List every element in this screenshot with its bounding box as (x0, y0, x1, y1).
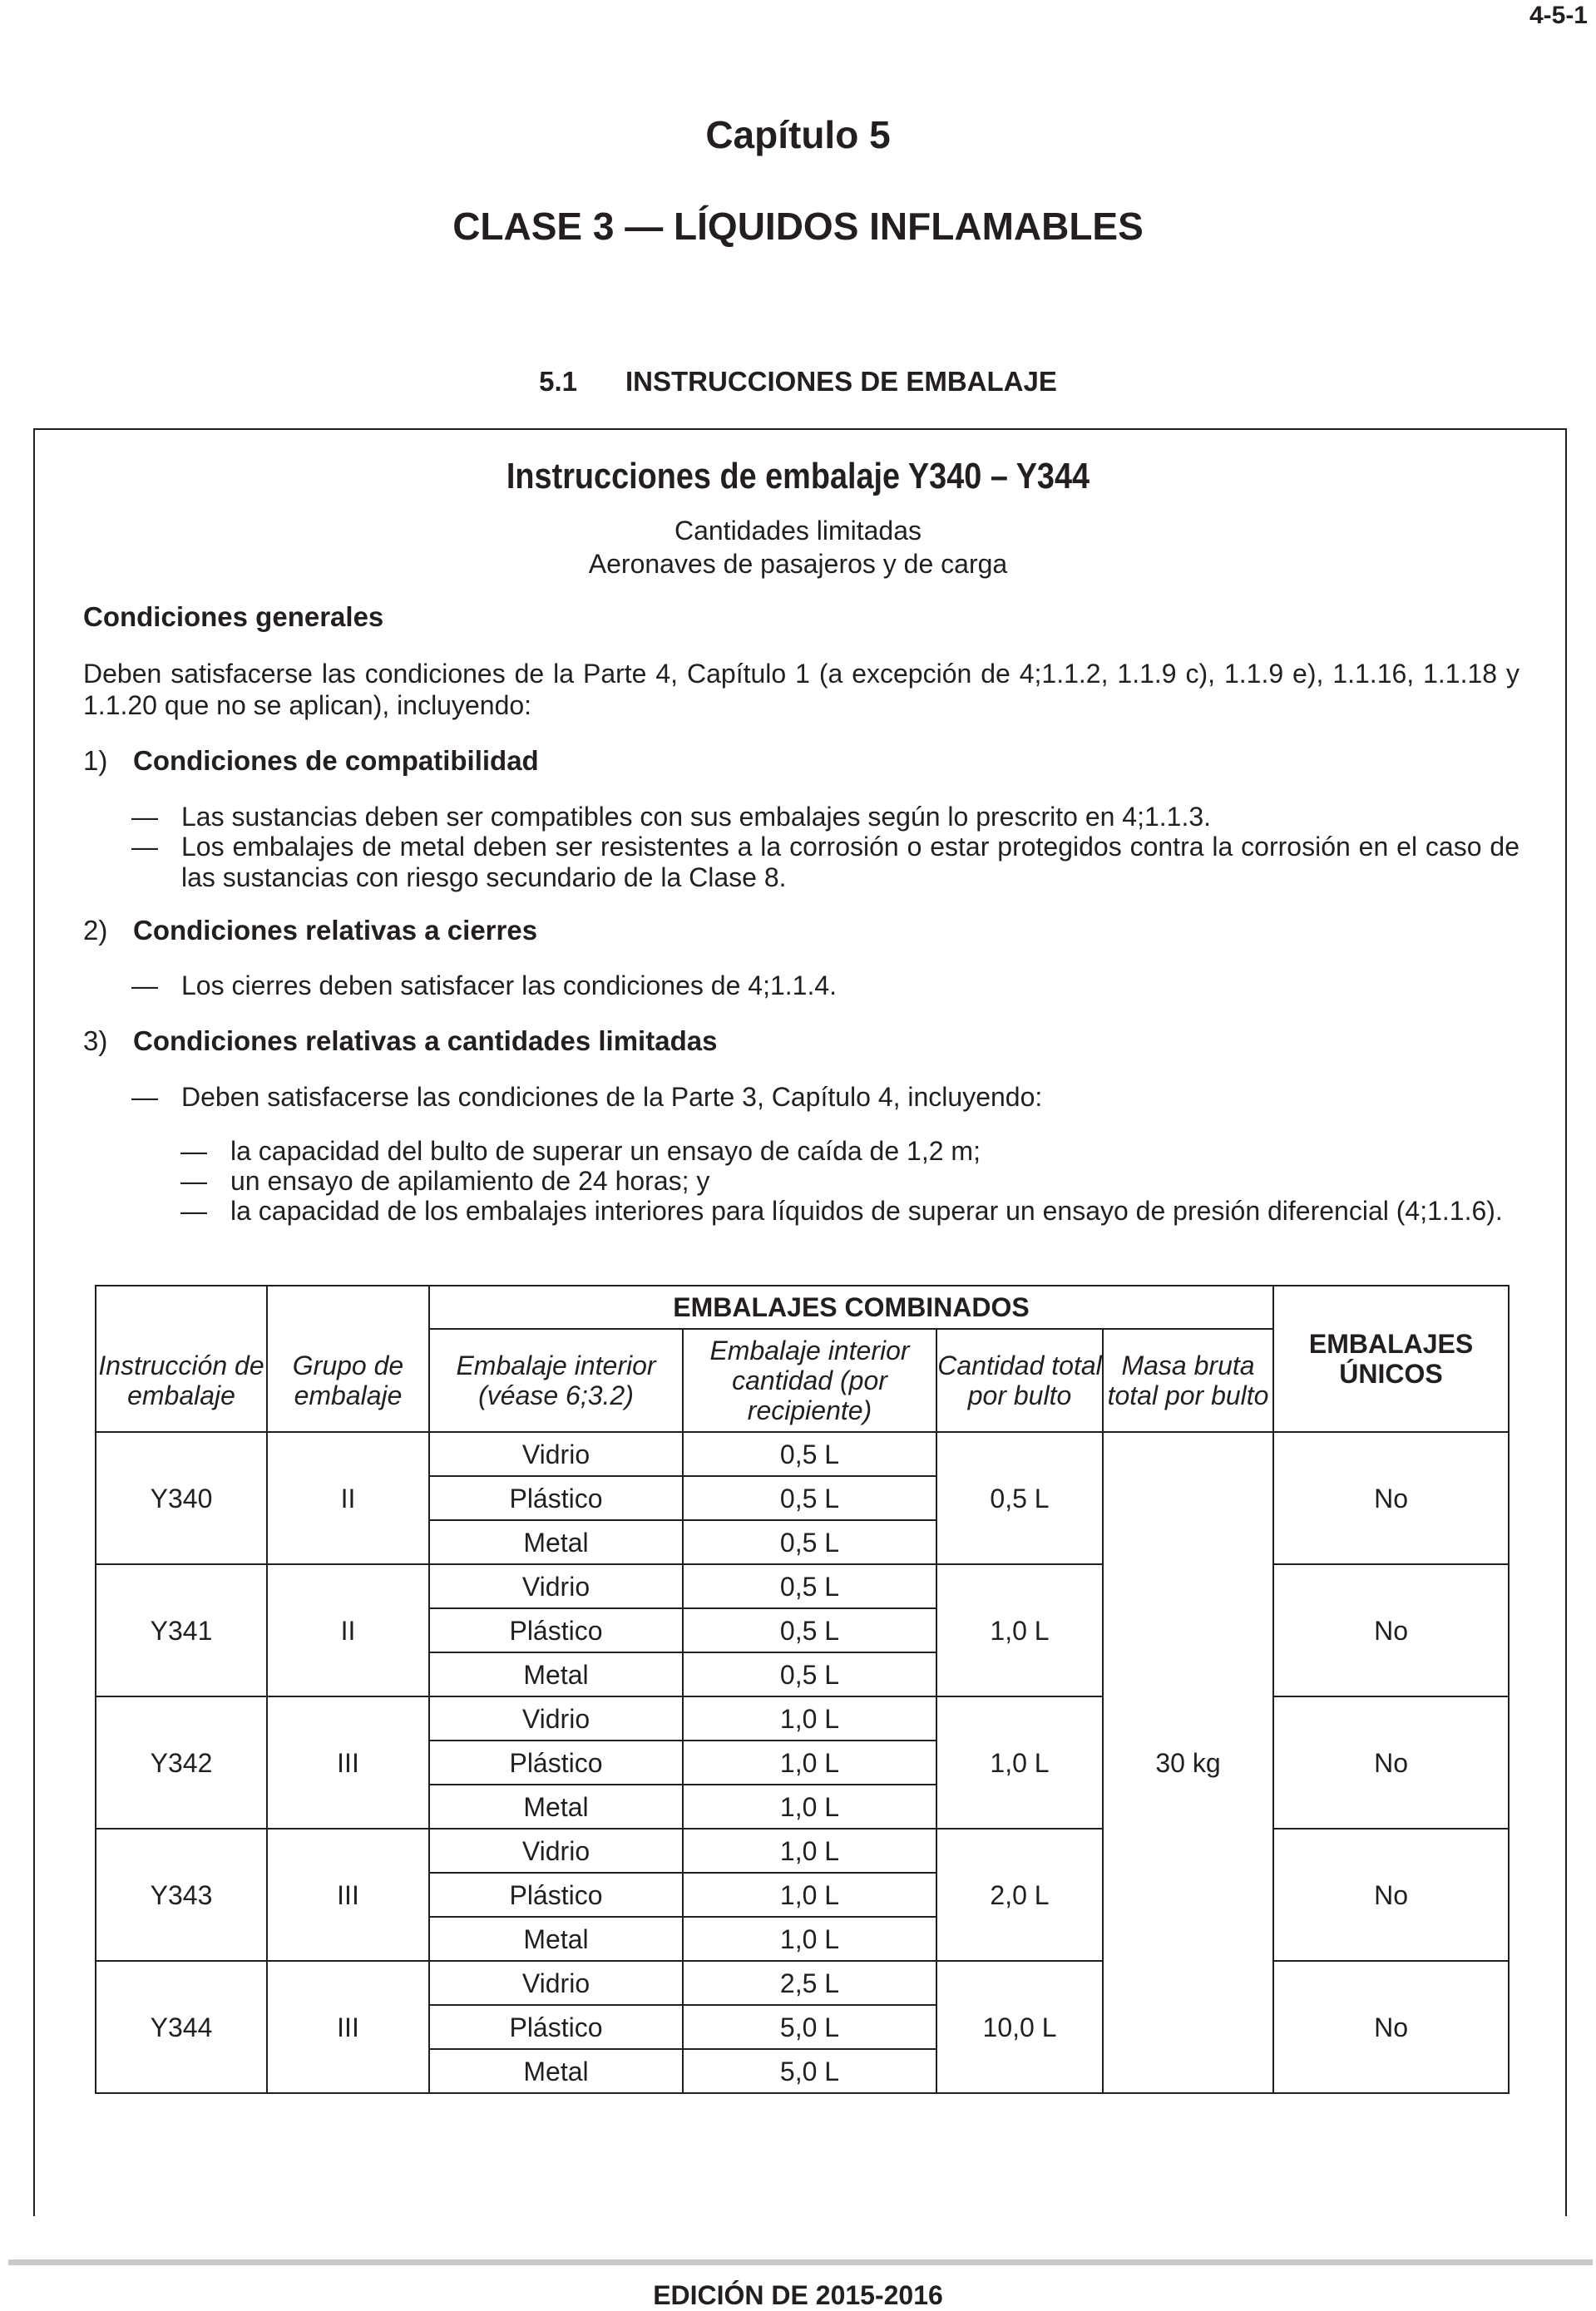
inner-qty: 0,5 L (683, 1476, 936, 1520)
section-3-title: Condiciones relativas a cantidades limitadas (133, 1025, 718, 1056)
single-packaging: No (1273, 1432, 1509, 1564)
combined-packagings-header: EMBALAJES COMBINADOS (429, 1286, 1273, 1329)
single-packaging: No (1273, 1564, 1509, 1696)
class-title: CLASE 3 — LÍQUIDOS INFLAMABLES (452, 205, 1144, 248)
page-number: 4-5-1 (1529, 2, 1588, 29)
inner-type: Plástico (429, 1741, 683, 1785)
inner-qty: 1,0 L (683, 1696, 936, 1741)
section-3-subitem-1 (180, 1136, 1519, 1167)
section-2-title: Condiciones relativas a cierres (133, 915, 538, 946)
packing-instruction-subtitle-1: Cantidades limitadas (674, 516, 922, 546)
item-text: la capacidad del bulto de superar un ensayo de caída de 1,2 m; (230, 1136, 981, 1166)
packing-group: III (267, 1696, 429, 1829)
footer-rule (8, 2259, 1593, 2265)
section-2-number: 2) (83, 915, 108, 946)
packing-group: II (267, 1564, 429, 1696)
inner-type: Metal (429, 1785, 683, 1829)
single-packagings-header: EMBALAJES ÚNICOS (1273, 1286, 1509, 1432)
table-row (96, 1432, 1509, 1476)
item-text: Deben satisfacerse las condiciones de la Parte 3, Capítulo 4, incluyendo: (181, 1082, 1043, 1112)
instruction-id: Y340 (96, 1432, 267, 1564)
dash: — (131, 802, 158, 832)
section-1-title: Condiciones de compatibilidad (133, 745, 539, 776)
single-packaging: No (1273, 1961, 1509, 2093)
packing-instruction-title: Instrucciones de embalaje Y340 – Y344 (506, 456, 1090, 496)
header-inner-packaging: Embalaje interior (véase 6;3.2) (429, 1329, 683, 1432)
header-instruction: Instrucción de embalaje (96, 1329, 267, 1432)
frame-top-border (33, 428, 1567, 430)
inner-qty: 5,0 L (683, 2049, 936, 2093)
general-conditions-heading: Condiciones generales (83, 601, 384, 632)
packing-group: II (267, 1432, 429, 1564)
inner-type: Vidrio (429, 1829, 683, 1873)
inner-type: Metal (429, 2049, 683, 2093)
instruction-id: Y341 (96, 1564, 267, 1696)
packing-group: III (267, 1829, 429, 1961)
section-3-subitem-3 (180, 1196, 1519, 1227)
inner-type: Metal (429, 1652, 683, 1696)
inner-type: Metal (429, 1917, 683, 1961)
header-total-quantity: Cantidad total por bulto (936, 1329, 1103, 1432)
inner-type: Plástico (429, 1476, 683, 1520)
instruction-id: Y344 (96, 1961, 267, 2093)
header-gross-mass: Masa bruta total por bulto (1103, 1329, 1273, 1432)
section-heading (0, 366, 1596, 398)
dash: — (180, 1196, 207, 1226)
inner-type: Vidrio (429, 1696, 683, 1741)
item-text: Los cierres deben satisfacer las condiciones de 4;1.1.4. (181, 970, 838, 1000)
item-text: Los embalajes de metal deben ser resistentes a la corrosión o estar protegidos contra la corrosión en el caso de las sustancias con riesgo secundario de la Clase 8. (181, 832, 1519, 892)
total-quantity: 2,0 L (936, 1829, 1103, 1961)
section-3-item-1 (131, 1082, 1519, 1113)
gross-mass: 30 kg (1103, 1432, 1273, 2093)
inner-qty: 0,5 L (683, 1432, 936, 1476)
inner-type: Vidrio (429, 1432, 683, 1476)
section-2-item-1 (131, 970, 1519, 1001)
item-text: Las sustancias deben ser compatibles con sus embalajes según lo prescrito en 4;1.1.3. (181, 802, 1212, 832)
inner-type: Plástico (429, 2005, 683, 2049)
instruction-id: Y343 (96, 1829, 267, 1961)
header-packing-group: Grupo de embalaje (267, 1329, 429, 1432)
table-row (96, 1961, 1509, 2005)
inner-type: Vidrio (429, 1961, 683, 2005)
section-3-number: 3) (83, 1025, 108, 1056)
section-title: INSTRUCCIONES DE EMBALAJE (625, 366, 1057, 397)
section-1-item-2 (131, 832, 1519, 893)
inner-type: Plástico (429, 1608, 683, 1652)
single-packaging: No (1273, 1696, 1509, 1829)
section-3-subitem-2 (180, 1166, 1519, 1197)
dash: — (131, 832, 158, 862)
total-quantity: 1,0 L (936, 1696, 1103, 1829)
inner-qty: 0,5 L (683, 1564, 936, 1608)
section-1-item-1 (131, 802, 1519, 832)
table-row (96, 1564, 1509, 1608)
table-row (96, 1829, 1509, 1873)
inner-qty: 5,0 L (683, 2005, 936, 2049)
inner-qty: 1,0 L (683, 1873, 936, 1917)
general-conditions-intro: Deben satisfacerse las condiciones de la Parte 4, Capítulo 1 (a excepción de 4;1.1.2, 1.1.9 c), 1.1.9 e), 1.1.16, 1.1.18 y 1.1.20 que no se aplican), incluyendo: (83, 659, 1519, 720)
frame-right-border (1565, 428, 1567, 2216)
single-packaging: No (1273, 1829, 1509, 1961)
packing-table (95, 1285, 1510, 2094)
dash: — (180, 1166, 207, 1196)
inner-qty: 2,5 L (683, 1961, 936, 2005)
section-number: 5.1 (539, 366, 577, 397)
edition-footer: EDICIÓN DE 2015-2016 (653, 2280, 943, 2310)
inner-qty: 0,5 L (683, 1608, 936, 1652)
inner-qty: 0,5 L (683, 1520, 936, 1564)
total-quantity: 0,5 L (936, 1432, 1103, 1564)
dash: — (131, 1082, 158, 1112)
total-quantity: 10,0 L (936, 1961, 1103, 2093)
inner-type: Vidrio (429, 1564, 683, 1608)
section-1-number: 1) (83, 745, 108, 776)
chapter-title: Capítulo 5 (705, 113, 891, 156)
inner-qty: 1,0 L (683, 1741, 936, 1785)
inner-qty: 1,0 L (683, 1829, 936, 1873)
packing-group: III (267, 1961, 429, 2093)
instruction-id: Y342 (96, 1696, 267, 1829)
total-quantity: 1,0 L (936, 1564, 1103, 1696)
packing-instruction-subtitle-2: Aeronaves de pasajeros y de carga (588, 549, 1008, 579)
dash: — (180, 1136, 207, 1166)
dash: — (131, 970, 158, 1000)
header-inner-quantity: Embalaje interior cantidad (por recipiente) (683, 1329, 936, 1432)
inner-type: Plástico (429, 1873, 683, 1917)
inner-qty: 1,0 L (683, 1917, 936, 1961)
inner-type: Metal (429, 1520, 683, 1564)
inner-qty: 0,5 L (683, 1652, 936, 1696)
inner-qty: 1,0 L (683, 1785, 936, 1829)
item-text: un ensayo de apilamiento de 24 horas; y (230, 1166, 710, 1196)
frame-left-border (33, 428, 35, 2216)
table-row (96, 1696, 1509, 1741)
item-text: la capacidad de los embalajes interiores para líquidos de superar un ensayo de presión diferencial (4;1.1.6). (230, 1196, 1503, 1226)
